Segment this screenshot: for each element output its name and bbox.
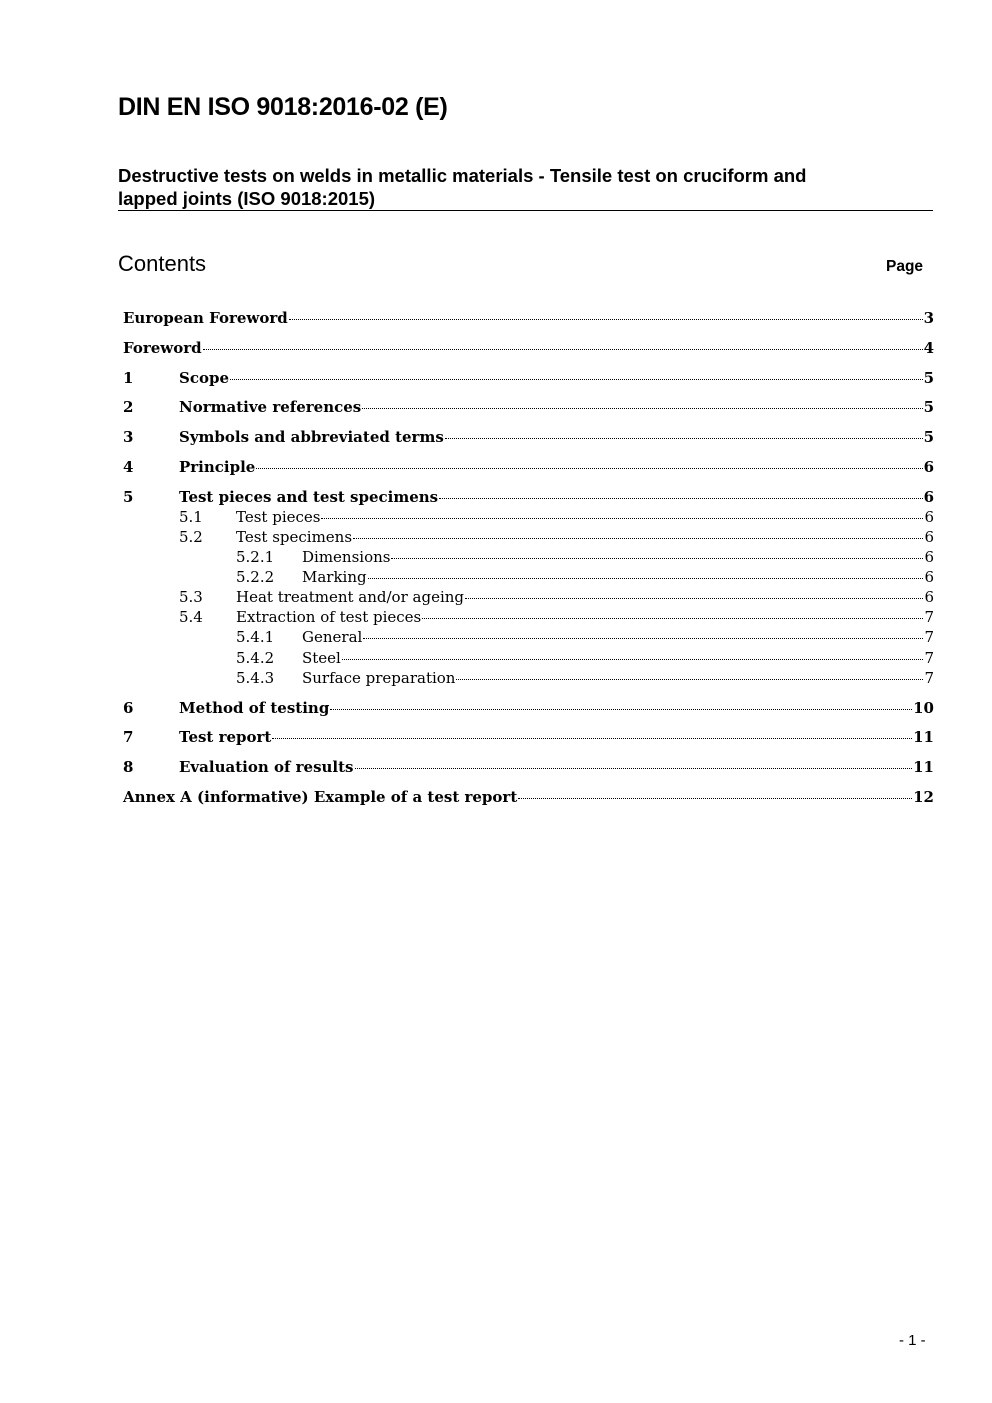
toc-leader	[465, 598, 923, 599]
toc-leader	[445, 438, 923, 439]
toc-page: 6	[924, 507, 934, 526]
toc-leader	[363, 638, 923, 639]
toc-number: 2	[123, 398, 134, 417]
toc-entry-steel[interactable]	[123, 649, 934, 669]
toc-page: 6	[924, 588, 934, 607]
toc-label: Normative references	[179, 398, 362, 417]
toc-number: 1	[123, 368, 134, 387]
toc-label: Symbols and abbreviated terms	[179, 428, 444, 447]
toc-number: 5	[123, 487, 134, 506]
toc-number: 6	[123, 698, 134, 717]
toc-entry-method-of-testing[interactable]	[123, 699, 934, 729]
toc-number: 5.2.1	[236, 548, 275, 567]
toc-page: 5	[923, 428, 934, 447]
toc-entry-surface-preparation[interactable]	[123, 669, 934, 699]
toc-entry-extraction[interactable]	[123, 608, 934, 628]
toc-label: Principle	[179, 457, 256, 476]
toc-page: 7	[924, 628, 934, 647]
toc-label: Test specimens	[236, 527, 353, 546]
toc-number: 5.1	[179, 507, 203, 526]
toc-page: 6	[923, 487, 934, 506]
toc-leader	[422, 618, 923, 619]
toc-entry-european-foreword[interactable]	[123, 309, 934, 339]
toc-leader	[355, 768, 913, 769]
toc-label: Test report	[179, 728, 272, 747]
toc-entry-marking[interactable]	[123, 568, 934, 588]
toc-page: 6	[924, 568, 934, 587]
toc-label: Annex A (informative) Example of a test report	[123, 788, 518, 807]
toc-leader	[518, 798, 912, 799]
toc-leader	[456, 679, 923, 680]
toc-page: 12	[913, 788, 934, 807]
table-of-contents	[123, 309, 934, 818]
toc-leader	[368, 578, 924, 579]
toc-leader	[330, 709, 912, 710]
document-id: DIN EN ISO 9018:2016-02 (E)	[118, 93, 448, 121]
toc-entry-test-report[interactable]	[123, 728, 934, 758]
toc-page: 5	[923, 398, 934, 417]
document-subtitle	[118, 164, 918, 210]
toc-label: Scope	[179, 368, 230, 387]
footer-page-number: - 1 -	[899, 1332, 926, 1349]
toc-entry-principle[interactable]	[123, 458, 934, 488]
contents-heading: Contents	[118, 251, 207, 276]
toc-label: Foreword	[123, 338, 202, 357]
toc-page: 4	[923, 338, 934, 357]
toc-label: Test pieces	[236, 507, 321, 526]
toc-leader	[256, 468, 922, 469]
page-column-heading: Page	[886, 258, 924, 275]
toc-entry-scope[interactable]	[123, 369, 934, 399]
toc-entry-test-specimens[interactable]	[123, 528, 934, 548]
toc-entry-evaluation-of-results[interactable]	[123, 758, 934, 788]
toc-label: Test pieces and test specimens	[179, 487, 439, 506]
toc-leader	[353, 538, 923, 539]
toc-entry-foreword[interactable]	[123, 339, 934, 369]
toc-entry-test-pieces-and-specimens[interactable]	[123, 488, 934, 508]
subtitle-line-1: Destructive tests on welds in metallic materials - Tensile test on cruciform and	[118, 165, 807, 186]
toc-entry-dimensions[interactable]	[123, 548, 934, 568]
toc-number: 5.2.2	[236, 568, 275, 587]
toc-page: 5	[923, 368, 934, 387]
toc-number: 8	[123, 758, 134, 777]
toc-page: 7	[924, 608, 934, 627]
toc-page: 7	[924, 648, 934, 667]
toc-leader	[439, 498, 922, 499]
toc-page: 6	[924, 548, 934, 567]
toc-leader	[272, 738, 912, 739]
toc-number: 7	[123, 728, 134, 747]
toc-page: 11	[913, 758, 934, 777]
toc-leader	[230, 379, 923, 380]
toc-entry-test-pieces[interactable]	[123, 508, 934, 528]
toc-label: Dimensions	[302, 548, 391, 567]
toc-page: 6	[923, 457, 934, 476]
toc-entry-symbols[interactable]	[123, 428, 934, 458]
toc-number: 3	[123, 428, 134, 447]
subtitle-line-2: lapped joints (ISO 9018:2015)	[118, 188, 376, 209]
toc-leader	[342, 659, 924, 660]
toc-label: European Foreword	[123, 309, 288, 327]
toc-leader	[321, 518, 923, 519]
toc-label: Extraction of test pieces	[236, 608, 422, 627]
toc-number: 5.2	[179, 527, 203, 546]
toc-number: 4	[123, 457, 134, 476]
toc-label: Heat treatment and/or ageing	[236, 588, 465, 607]
toc-number: 5.3	[179, 588, 203, 607]
toc-number: 5.4.1	[236, 628, 275, 647]
toc-page: 6	[924, 527, 934, 546]
toc-entry-normative-references[interactable]	[123, 398, 934, 428]
toc-label: Method of testing	[179, 698, 330, 717]
toc-leader	[289, 319, 923, 320]
toc-label: Marking	[302, 568, 367, 587]
toc-leader	[203, 349, 923, 350]
toc-leader	[391, 558, 923, 559]
toc-page: 7	[924, 668, 934, 687]
toc-number: 5.4.3	[236, 668, 275, 687]
toc-entry-annex-a[interactable]	[123, 788, 934, 818]
toc-entry-heat-treatment[interactable]	[123, 588, 934, 608]
toc-page: 11	[913, 728, 934, 747]
toc-label: Surface preparation	[302, 668, 456, 687]
toc-number: 5.4	[179, 608, 203, 627]
title-rule	[118, 210, 933, 211]
toc-page: 3	[923, 309, 934, 327]
toc-entry-general[interactable]	[123, 628, 934, 648]
toc-label: Evaluation of results	[179, 758, 354, 777]
toc-page: 10	[913, 698, 934, 717]
toc-label: General	[302, 628, 363, 647]
toc-label: Steel	[302, 648, 341, 667]
toc-number: 5.4.2	[236, 648, 275, 667]
toc-leader	[362, 408, 922, 409]
